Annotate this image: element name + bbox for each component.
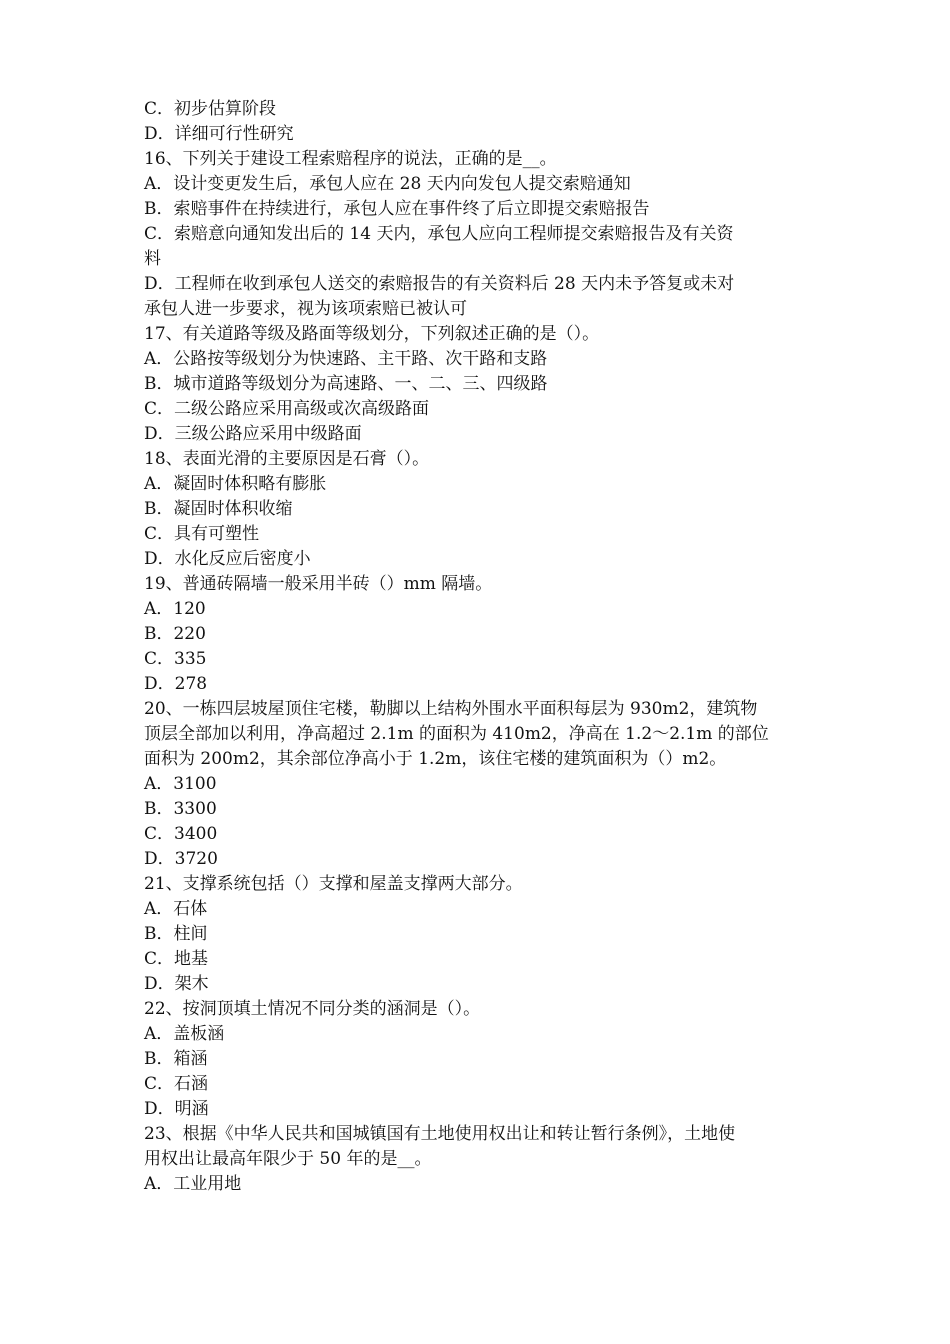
text-line: D．工程师在收到承包人送交的索赔报告的有关资料后 28 天内未予答复或未对 bbox=[144, 274, 735, 294]
text-line: A．凝固时体积略有膨胀 bbox=[144, 474, 327, 494]
text-line: C．索赔意向通知发出后的 14 天内，承包人应向工程师提交索赔报告及有关资 bbox=[144, 224, 734, 244]
question-22: 22、按洞顶填土情况不同分类的涵洞是（）。 bbox=[144, 999, 481, 1019]
question-16: 16、下列关于建设工程索赔程序的说法，正确的是__。 bbox=[144, 149, 557, 169]
text-line: C．3400 bbox=[144, 824, 218, 844]
text-line: B．3300 bbox=[144, 799, 217, 819]
text-line: A．设计变更发生后，承包人应在 28 天内向发包人提交索赔通知 bbox=[144, 174, 631, 194]
text-line: D．架木 bbox=[144, 974, 209, 994]
text-line: D．水化反应后密度小 bbox=[144, 549, 311, 569]
text-line: D．278 bbox=[144, 674, 208, 694]
text-line: A．盖板涵 bbox=[144, 1024, 225, 1044]
text-line: D．明涵 bbox=[144, 1099, 209, 1119]
text-line: 面积为 200m2，其余部位净高小于 1.2m，该住宅楼的建筑面积为（）m2。 bbox=[144, 749, 727, 769]
text-line: C．石涵 bbox=[144, 1074, 209, 1094]
text-line: A．工业用地 bbox=[144, 1174, 242, 1194]
text-line: B．索赔事件在持续进行，承包人应在事件终了后立即提交索赔报告 bbox=[144, 199, 650, 219]
text-line: C．初步估算阶段 bbox=[144, 99, 277, 119]
text-line: B．凝固时体积收缩 bbox=[144, 499, 293, 519]
text-line: B．城市道路等级划分为高速路、一、二、三、四级路 bbox=[144, 374, 548, 394]
text-line: B．220 bbox=[144, 624, 206, 644]
text-line: 料 bbox=[144, 249, 161, 269]
text-line: A．石体 bbox=[144, 899, 208, 919]
question-23: 23、根据《中华人民共和国城镇国有土地使用权出让和转让暂行条例》，土地使 bbox=[144, 1124, 736, 1144]
text-line: B．柱间 bbox=[144, 924, 208, 944]
question-21: 21、支撑系统包括（）支撑和屋盖支撑两大部分。 bbox=[144, 874, 523, 894]
text-line: 承包人进一步要求，视为该项索赔已被认可 bbox=[144, 299, 467, 319]
text-line: A．3100 bbox=[144, 774, 217, 794]
text-line: B．箱涵 bbox=[144, 1049, 208, 1069]
text-line: C．地基 bbox=[144, 949, 209, 969]
question-17: 17、有关道路等级及路面等级划分，下列叙述正确的是（）。 bbox=[144, 324, 600, 344]
text-line: A．公路按等级划分为快速路、主干路、次干路和支路 bbox=[144, 349, 548, 369]
text-line: D．详细可行性研究 bbox=[144, 124, 294, 144]
question-20: 20、一栋四层坡屋顶住宅楼，勒脚以上结构外围水平面积每层为 930m2，建筑物 bbox=[144, 699, 758, 719]
text-line: C．具有可塑性 bbox=[144, 524, 260, 544]
question-19: 19、普通砖隔墙一般采用半砖（）mm 隔墙。 bbox=[144, 574, 493, 594]
text-line: A．120 bbox=[144, 599, 206, 619]
text-line: D．三级公路应采用中级路面 bbox=[144, 424, 362, 444]
text-line: 顶层全部加以利用，净高超过 2.1m 的面积为 410m2，净高在 1.2～2.1m 的部位 bbox=[144, 724, 769, 744]
question-18: 18、表面光滑的主要原因是石膏（）。 bbox=[144, 449, 430, 469]
text-line: C．二级公路应采用高级或次高级路面 bbox=[144, 399, 430, 419]
document-page bbox=[144, 97, 808, 1197]
text-line: 用权出让最高年限少于 50 年的是__。 bbox=[144, 1149, 432, 1169]
text-line: C．335 bbox=[144, 649, 207, 669]
text-line: D．3720 bbox=[144, 849, 218, 869]
